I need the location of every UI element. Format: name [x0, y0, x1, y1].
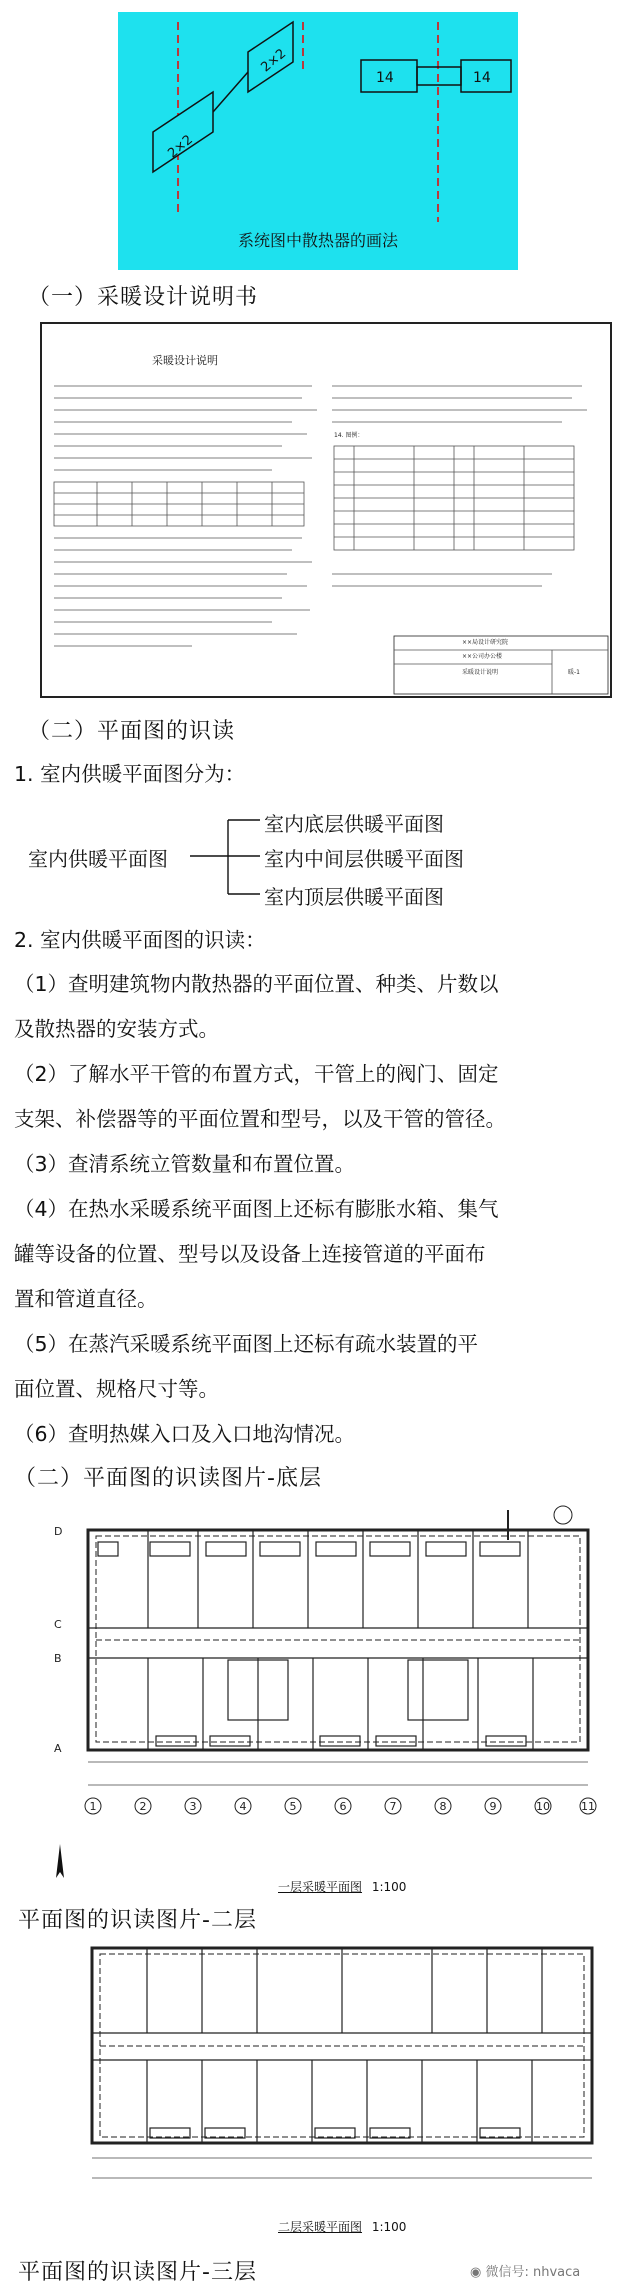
title-block-3: 采暖设计说明	[462, 669, 499, 676]
spec-sheet-drawing	[42, 324, 610, 696]
steps-list	[14, 962, 506, 1457]
step-line: 及散热器的安装方式。	[14, 1017, 219, 1041]
tree-child-3: 室内顶层供暖平面图	[264, 885, 444, 909]
figure-caption: 系统图中散热器的画法	[237, 231, 398, 250]
row-label: B	[54, 1652, 62, 1665]
plan3-title: 平面图的识读图片-三层	[18, 2260, 257, 2285]
ground-floor-plan	[38, 1500, 623, 1830]
plan1-caption-text: 一层采暖平面图	[278, 1880, 363, 1894]
axis-label: 6	[339, 1800, 347, 1813]
row-label: A	[54, 1742, 62, 1755]
axis-label: 3	[189, 1800, 197, 1813]
step-line: 面位置、规格尺寸等。	[14, 1377, 219, 1401]
tree-child-1: 室内底层供暖平面图	[264, 812, 444, 836]
label-c: 14	[376, 70, 394, 86]
step-line: （4）在热水采暖系统平面图上还标有膨胀水箱、集气	[14, 1197, 499, 1221]
legend-title: 14. 图例：	[334, 432, 364, 439]
row-label: C	[54, 1618, 62, 1631]
step-line: （2）了解水平干管的布置方式，干管上的阀门、固定	[14, 1062, 499, 1086]
spec-heading: 采暖设计说明	[152, 354, 218, 367]
watermark	[470, 2261, 580, 2280]
tree-child-2: 室内中间层供暖平面图	[264, 847, 464, 871]
step-line: 支架、补偿器等的平面位置和型号，以及干管的管径。	[14, 1107, 506, 1131]
tree-bracket	[190, 812, 270, 902]
section2-title: （二）平面图的识读	[28, 719, 236, 744]
label-d: 14	[473, 70, 491, 86]
axis-label: 7	[389, 1800, 397, 1813]
axis-label: 5	[289, 1800, 297, 1813]
axis-label: 10	[536, 1800, 550, 1813]
sheet-number: 暖-1	[568, 669, 580, 676]
title-block-1: ××局设计研究院	[462, 639, 509, 646]
step-line: 罐等设备的位置、型号以及设备上连接管道的平面布	[14, 1242, 486, 1266]
step-line: （1）查明建筑物内散热器的平面位置、种类、片数以	[14, 972, 499, 996]
plan2-title: 平面图的识读图片-二层	[18, 1908, 257, 1933]
step-line: （5）在蒸汽采暖系统平面图上还标有疏水装置的平	[14, 1332, 479, 1356]
second-floor-drawing	[42, 1938, 622, 2213]
second-floor-plan	[42, 1938, 622, 2213]
item1: 1. 室内供暖平面图分为：	[14, 762, 246, 786]
title-block-2: ××公司办公楼	[462, 653, 503, 660]
plan1-caption	[278, 1878, 406, 1895]
section1-title: （一）采暖设计说明书	[28, 285, 259, 310]
spec-sheet	[40, 322, 612, 698]
plan2-caption	[278, 2218, 406, 2235]
watermark-text: 微信号: nhvaca	[485, 2265, 581, 2280]
tree-root: 室内供暖平面图	[28, 847, 168, 871]
axis-label: 11	[581, 1800, 595, 1813]
axis-label: 9	[489, 1800, 497, 1813]
plan2-scale: 1:100	[371, 2220, 407, 2234]
item2: 2. 室内供暖平面图的识读：	[14, 928, 266, 952]
axis-label: 2	[139, 1800, 147, 1813]
row-label: D	[54, 1525, 63, 1538]
step-line: （6）查明热媒入口及入口地沟情况。	[14, 1422, 356, 1446]
plan2-caption-text: 二层采暖平面图	[278, 2220, 363, 2234]
label-b: 2×2	[258, 46, 290, 76]
step-line: 置和管道直径。	[14, 1287, 158, 1311]
plan1-title: （二）平面图的识读图片-底层	[14, 1466, 322, 1491]
plan1-scale: 1:100	[371, 1880, 407, 1894]
north-arrow-icon	[50, 1842, 70, 1882]
axis-label: 4	[239, 1800, 247, 1813]
step-line: （3）查清系统立管数量和布置位置。	[14, 1152, 356, 1176]
ground-floor-drawing	[38, 1500, 623, 1830]
label-a: 2×2	[165, 132, 196, 162]
radiator-system-figure	[118, 12, 518, 270]
axis-label: 1	[89, 1800, 97, 1813]
wechat-icon: ◉	[470, 2265, 482, 2280]
axis-label: 8	[439, 1800, 447, 1813]
